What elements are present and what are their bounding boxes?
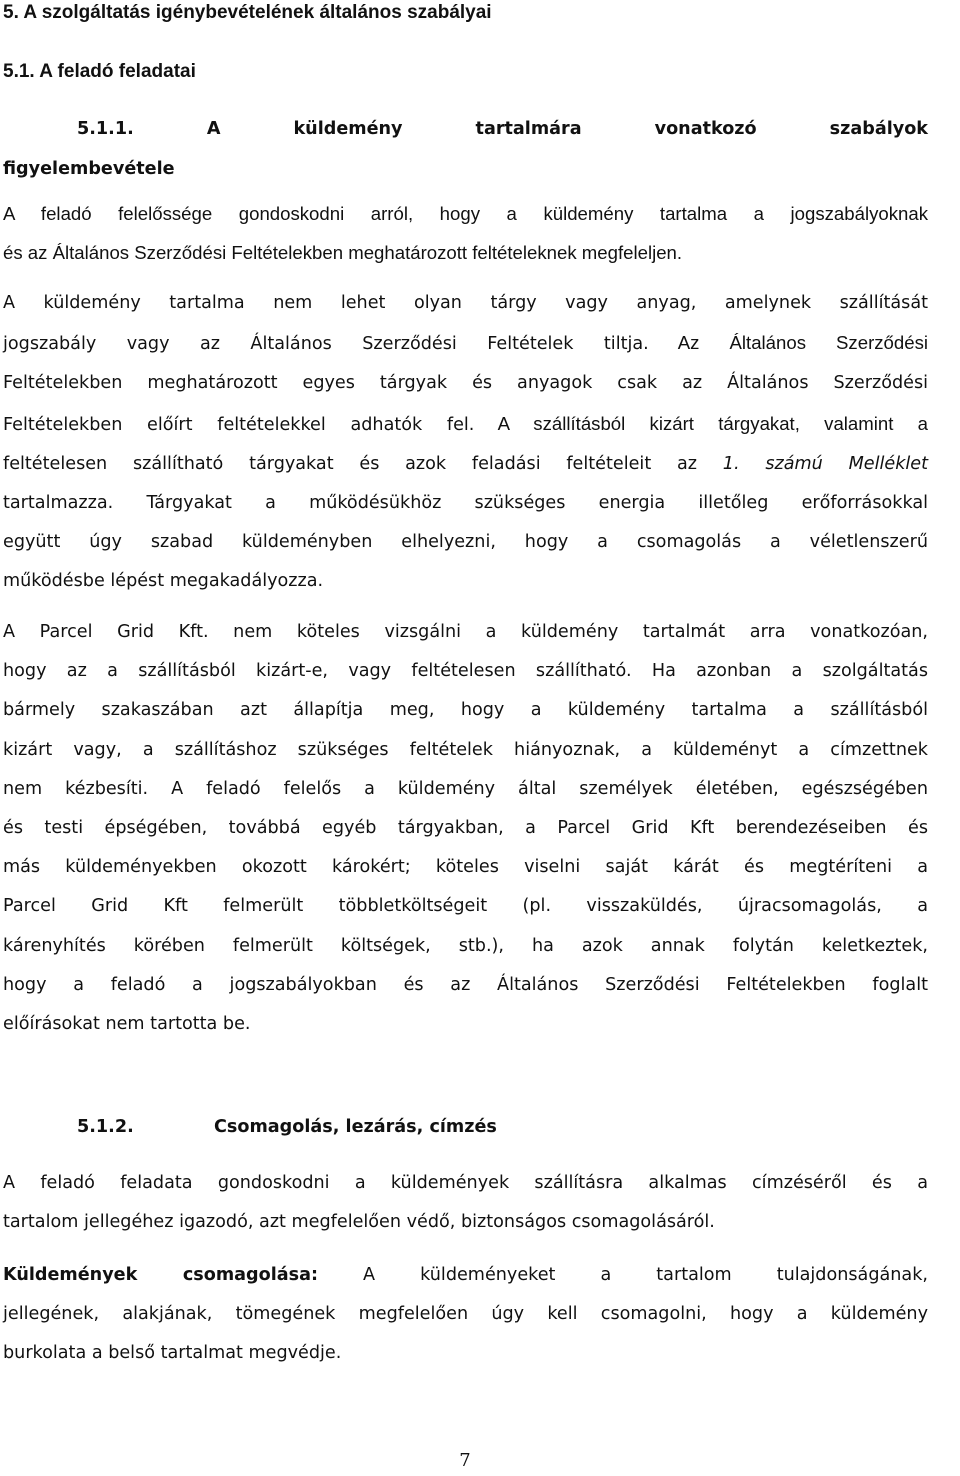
paragraph-line: hogy az a szállításból kizárt-e, vagy feltételesen szállítható. Ha azonban a szolgáltatás — [3, 661, 928, 682]
paragraph-responsibility — [3, 194, 928, 272]
heading-word: A — [206, 119, 221, 139]
line-text: feltételesen szállítható tárgyakat és azok feladási feltételeit az — [3, 453, 723, 474]
heading-line-2: figyelembevétele — [3, 159, 175, 179]
heading-word: tartalmára — [475, 119, 582, 139]
paragraph-prohibited-content — [3, 284, 928, 602]
paragraph-line: kizárt vagy, a szállításhoz szükséges feltételek hiányoznak, a küldeményt a címzettnek — [3, 739, 928, 760]
paragraph-line: más küldeményekben okozott károkért; köteles viselni saját kárát és megtéríteni a — [3, 857, 928, 878]
paragraph-line: kárenyhítés körében felmerült költségek, stb.), ha azok annak folytán keletkeztek, — [3, 935, 928, 956]
heading-number: 5.1.2. — [77, 1117, 134, 1137]
paragraph-inspection-liability — [3, 613, 928, 1044]
heading-word: vonatkozó — [654, 119, 757, 139]
line-text: A szállításból kizárt tárgyakat, valamint a — [474, 412, 928, 434]
paragraph-packaging — [3, 1256, 928, 1374]
line-text: Tárgyakat a működésükhöz szükséges energia illetőleg erőforrásokkal — [113, 493, 928, 514]
paragraph-line: A feladó felelőssége gondoskodni arról, hogy a küldemény tartalma a jogszabályoknak — [3, 203, 928, 224]
heading-word: küldemény — [293, 119, 403, 139]
line-text: jogszabály vagy az Általános Szerződési Feltételek tiltja. — [3, 334, 649, 355]
paragraph-line: hogy a feladó a jogszabályokban és az Általános Szerződési Feltételekben foglalt — [3, 974, 928, 995]
heading-number: 5.1.1. — [77, 119, 134, 139]
page-number: 7 — [459, 1450, 471, 1471]
paragraph-line: bármely szakaszában azt állapítja meg, hogy a küldemény tartalma a szállításból — [3, 700, 928, 721]
paragraph-line — [3, 484, 928, 523]
line-text: tartalmazza. — [3, 493, 114, 514]
subsubsection-heading-5-1-2 — [77, 1117, 497, 1137]
paragraph-line — [3, 445, 928, 484]
paragraph-line: és az Általános Szerződési Feltételekben meghatározott feltételeknek megfeleljen. — [3, 242, 683, 264]
heading-title: Csomagolás, lezárás, címzés — [214, 1117, 497, 1137]
paragraph-line: nem kézbesíti. A feladó felelős a küldemény által személyek életében, egészségében — [3, 778, 928, 799]
paragraph-line: A Parcel Grid Kft. nem köteles vizsgálni a küldemény tartalmát arra vonatkozóan, — [3, 622, 928, 642]
paragraph-line: Feltételekben meghatározott egyes tárgyak és anyagok csak az Általános Szerződési — [3, 373, 928, 394]
line-text: A küldeményeket a tartalom tulajdonságának, — [318, 1265, 928, 1285]
packaging-label: Küldemények csomagolása: — [3, 1265, 319, 1285]
paragraph-line: A feladó feladata gondoskodni a küldemények szállításra alkalmas címzéséről és a — [3, 1173, 928, 1193]
annex-reference: 1. számú Melléklet — [722, 453, 928, 474]
line-text: Feltételekben előírt feltételekkel adhatók fel. — [3, 414, 475, 435]
paragraph-line — [3, 323, 928, 364]
paragraph-line: előírásokat nem tartotta be. — [3, 1014, 251, 1035]
paragraph-line — [3, 1256, 928, 1295]
subsection-heading: 5.1. A feladó feladatai — [3, 61, 196, 82]
paragraph-line: működésbe lépést megakadályozza. — [3, 571, 324, 592]
heading-word: szabályok — [829, 119, 928, 139]
paragraph-addressing-duty — [3, 1164, 928, 1242]
paragraph-line — [3, 404, 928, 445]
paragraph-line: burkolata a belső tartalmat megvédje. — [3, 1343, 342, 1364]
paragraph-line: jellegének, alakjának, tömegének megfelelően úgy kell csomagolni, hogy a küldemény — [3, 1304, 928, 1325]
paragraph-line: együtt úgy szabad küldeményben elhelyezni, hogy a csomagolás a véletlenszerű — [3, 532, 928, 553]
subsubsection-heading-5-1-1 — [3, 109, 928, 189]
paragraph-line: tartalom jellegéhez igazodó, azt megfelelően védő, biztonságos csomagolásáról. — [3, 1212, 715, 1233]
paragraph-line: A küldemény tartalma nem lehet olyan tárgy vagy anyag, amelynek szállítását — [3, 293, 928, 313]
line-text: Az Általános Szerződési — [648, 332, 929, 354]
section-heading: 5. A szolgáltatás igénybevételének általános szabályai — [3, 2, 492, 23]
paragraph-line: és testi épségében, továbbá egyéb tárgyakban, a Parcel Grid Kft berendezéseiben és — [3, 818, 928, 839]
paragraph-line: Parcel Grid Kft felmerült többletköltségeit (pl. visszaküldés, újracsomagolás, a — [3, 896, 928, 917]
